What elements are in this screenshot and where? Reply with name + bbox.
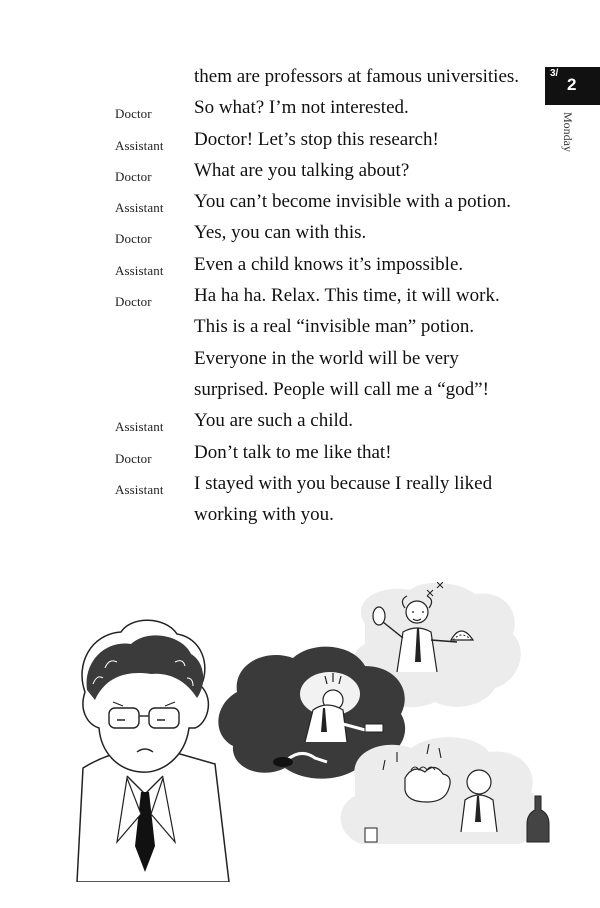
dialogue [0, 66, 540, 535]
dialogue-row [0, 254, 540, 285]
dialogue-row [0, 316, 540, 347]
dialogue-row [0, 473, 540, 504]
dialogue-row [0, 66, 540, 97]
speaker-name: Assistant [115, 137, 164, 153]
speaker-name: Doctor [115, 450, 152, 466]
speaker-name: Assistant [115, 200, 164, 216]
dialogue-line: working with you. [194, 504, 334, 526]
assistant-figure [77, 620, 229, 882]
chapter-tab [545, 67, 600, 105]
speaker-name: Doctor [115, 294, 152, 310]
dialogue-line: Don’t talk to me like that! [194, 441, 392, 463]
dialogue-line: You are such a child. [194, 410, 354, 432]
dialogue-row [0, 222, 540, 253]
dialogue-row [0, 442, 540, 473]
dialogue-line: Ha ha ha. Relax. This time, it will work. [194, 285, 500, 307]
dialogue-row [0, 410, 540, 441]
dialogue-line: What are you talking about? [194, 159, 410, 181]
dialogue-line: I stayed with you because I really liked [194, 472, 493, 494]
dialogue-row [0, 285, 540, 316]
dialogue-row [0, 160, 540, 191]
dialogue-line: Yes, you can with this. [194, 222, 367, 244]
dialogue-line: This is a real “invisible man” potion. [194, 316, 475, 338]
dialogue-line: You can’t become invisible with a potion. [194, 191, 511, 213]
chapter-tab-superscript: 3/ [550, 68, 559, 79]
speaker-name: Assistant [115, 419, 164, 435]
speaker-name: Doctor [115, 106, 152, 122]
dialogue-row [0, 129, 540, 160]
chapter-tab-number: 2 [567, 75, 577, 94]
speaker-name: Doctor [115, 168, 152, 184]
dialogue-line: surprised. People will call me a “god”! [194, 378, 489, 400]
dialogue-row [0, 348, 540, 379]
day-label: Monday [561, 112, 575, 152]
dialogue-line: Everyone in the world will be very [194, 347, 459, 369]
dialogue-row [0, 504, 540, 535]
illustration [65, 582, 585, 882]
dialogue-line: Even a child knows it’s impossible. [194, 253, 464, 275]
thought-bubble-defeat [341, 737, 549, 844]
speaker-name: Doctor [115, 231, 152, 247]
dialogue-row [0, 379, 540, 410]
dialogue-row [0, 97, 540, 128]
speaker-name: Assistant [115, 262, 164, 278]
dialogue-line: So what? I’m not interested. [194, 97, 409, 119]
dialogue-line: them are professors at famous universities. [194, 66, 520, 87]
speaker-name: Assistant [115, 481, 164, 497]
dialogue-line: Doctor! Let’s stop this research! [194, 128, 439, 150]
dialogue-row [0, 191, 540, 222]
